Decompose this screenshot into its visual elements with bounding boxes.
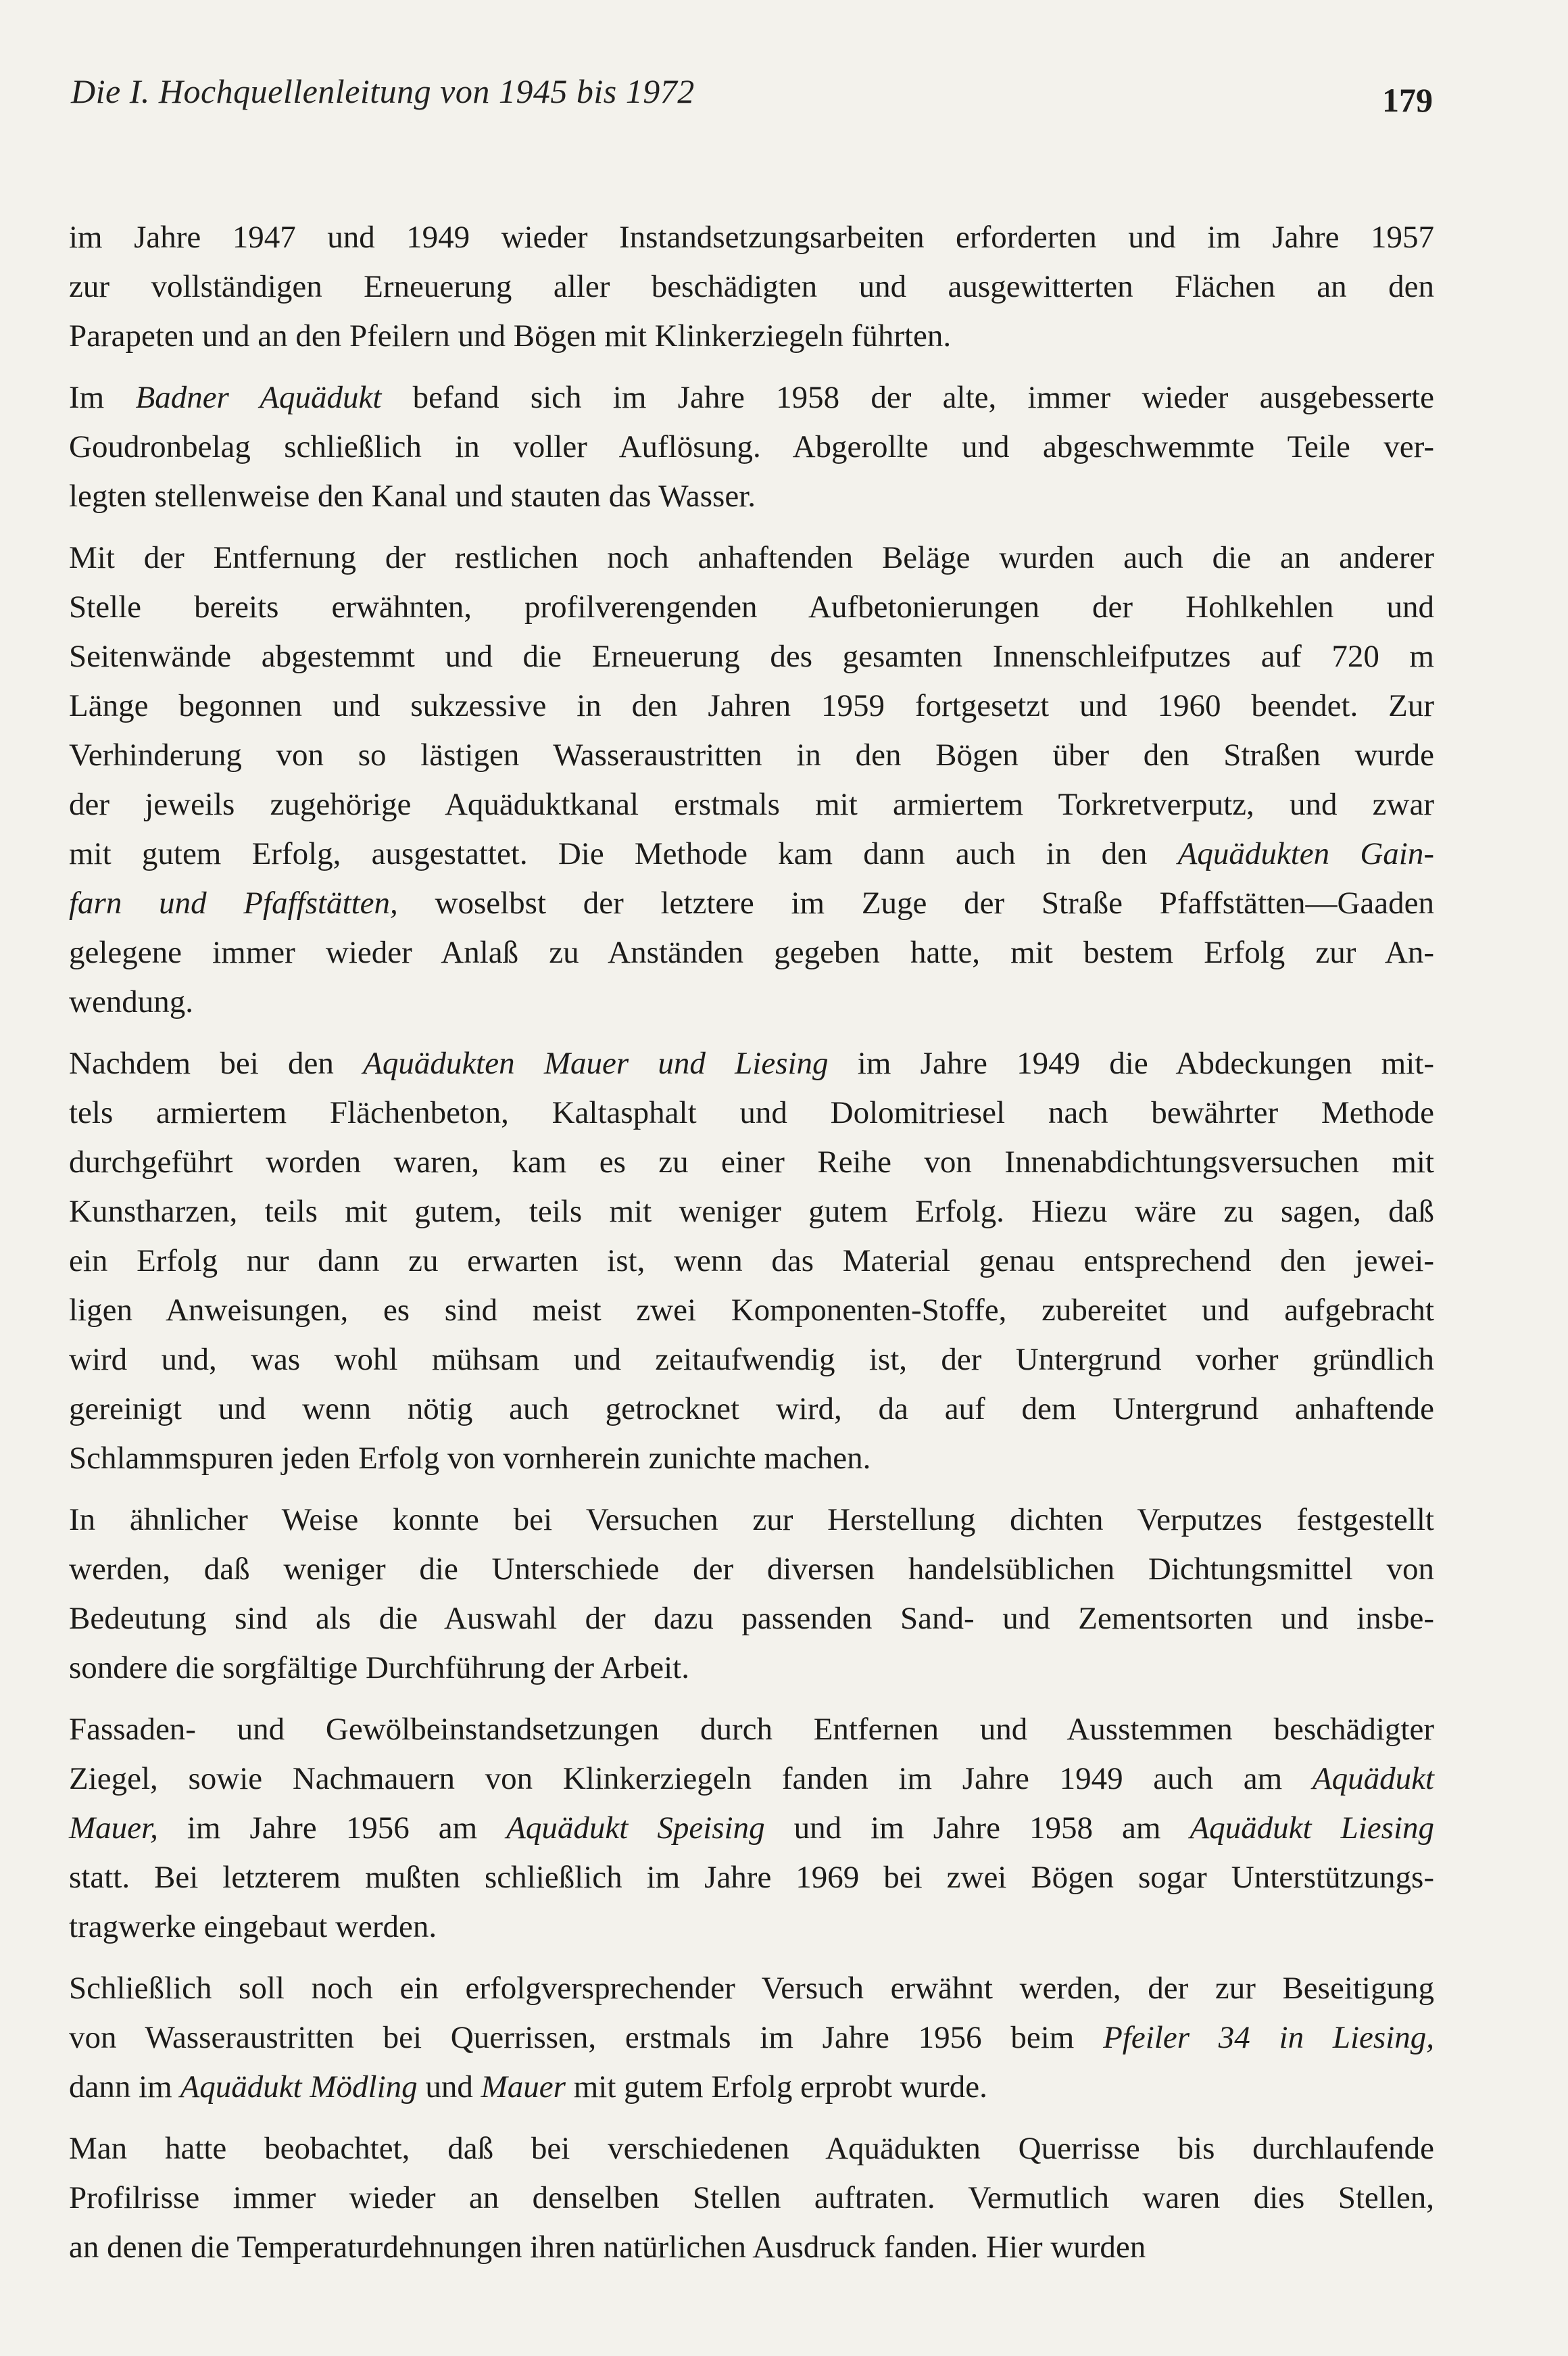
text-run: gereinigt und wenn nötig auch getrocknet wird, da auf dem Untergrund anhaftende bbox=[69, 1391, 1434, 1426]
text-run: ligen Anweisungen, es sind meist zwei Komponenten-Stoffe, zubereitet und aufgebracht bbox=[69, 1293, 1434, 1328]
paragraph bbox=[69, 213, 1434, 361]
text-run: werden, daß weniger die Unterschiede der diversen handelsüblichen Dichtungsmittel von bbox=[69, 1552, 1434, 1587]
text-run: durchgeführt worden waren, kam es zu einer Reihe von Innenabdichtungsversuchen mit bbox=[69, 1145, 1434, 1180]
text-run: In ähnlicher Weise konnte bei Versuchen zur Herstellung dichten Verputzes festgestellt bbox=[69, 1502, 1434, 1537]
text-line bbox=[69, 1705, 1434, 1754]
text-line bbox=[69, 472, 1434, 521]
text-line bbox=[69, 1039, 1434, 1088]
text-run: Goudronbelag schließlich in voller Auflösung. Abgerollte und abgeschwemmte Teile ver- bbox=[69, 429, 1434, 464]
text-run: sondere die sorgfältige Durchführung der Arbeit. bbox=[69, 1650, 689, 1685]
text-line bbox=[69, 1236, 1434, 1286]
text-line bbox=[69, 1385, 1434, 1434]
italic-text: Aquädukt Liesing bbox=[1190, 1810, 1434, 1846]
paragraph bbox=[69, 1964, 1434, 2112]
text-run: Kunstharzen, teils mit gutem, teils mit weniger gutem Erfolg. Hiezu wäre zu sagen, daß bbox=[69, 1194, 1434, 1229]
text-run: und im Jahre 1958 am bbox=[764, 1810, 1190, 1846]
text-line bbox=[69, 978, 1434, 1027]
italic-text: farn und Pfaffstätten, bbox=[69, 886, 398, 921]
text-line bbox=[69, 1643, 1434, 1693]
italic-text: Aquädukt bbox=[1312, 1761, 1434, 1796]
text-line bbox=[69, 780, 1434, 830]
text-run: Nachdem bei den bbox=[69, 1046, 364, 1081]
text-run: Man hatte beobachtet, daß bei verschiedenen Aquädukten Querrisse bis durchlaufende bbox=[69, 2131, 1434, 2166]
text-line bbox=[69, 423, 1434, 472]
italic-text: Aquädukt Mödling bbox=[180, 2069, 418, 2105]
text-line bbox=[69, 1964, 1434, 2013]
text-run: mit gutem Erfolg erprobt wurde. bbox=[565, 2069, 987, 2105]
text-run: ein Erfolg nur dann zu erwarten ist, wenn das Material genau entsprechend den jewei- bbox=[69, 1243, 1434, 1278]
text-line bbox=[69, 1434, 1434, 1483]
text-run: mit gutem Erfolg, ausgestattet. Die Methode kam dann auch in den bbox=[69, 836, 1178, 871]
text-run: legten stellenweise den Kanal und stauten das Wasser. bbox=[69, 479, 756, 514]
text-run: Schließlich soll noch ein erfolgversprechender Versuch erwähnt werden, der zur Beseitigung bbox=[69, 1971, 1434, 2006]
text-run: und bbox=[417, 2069, 481, 2105]
text-run: im Jahre 1947 und 1949 wieder Instandsetzungsarbeiten erforderten und im Jahre 1957 bbox=[69, 220, 1434, 255]
text-run: befand sich im Jahre 1958 der alte, immer wieder ausgebesserte bbox=[381, 380, 1434, 415]
text-line bbox=[69, 928, 1434, 978]
text-run: Länge begonnen und sukzessive in den Jahren 1959 fortgesetzt und 1960 beendet. Zur bbox=[69, 688, 1434, 723]
text-line bbox=[69, 1138, 1434, 1187]
text-line bbox=[69, 1495, 1434, 1545]
text-line bbox=[69, 2124, 1434, 2173]
text-run: tragwerke eingebaut werden. bbox=[69, 1909, 437, 1944]
paragraph bbox=[69, 2124, 1434, 2272]
text-line bbox=[69, 1187, 1434, 1236]
text-run: Fassaden- und Gewölbeinstandsetzungen durch Entfernen und Ausstemmen beschädigter bbox=[69, 1712, 1434, 1747]
body-text bbox=[69, 213, 1434, 2284]
text-run: statt. Bei letzterem mußten schließlich im Jahre 1969 bei zwei Bögen sogar Unterstützungs- bbox=[69, 1860, 1434, 1895]
text-run: Seitenwände abgestemmt und die Erneuerung des gesamten Innenschleifputzes auf 720 m bbox=[69, 639, 1434, 674]
text-line bbox=[69, 731, 1434, 780]
text-run: woselbst der letztere im Zuge der Straße Pfaffstätten—Gaaden bbox=[397, 886, 1434, 921]
text-line bbox=[69, 632, 1434, 681]
text-run: an denen die Temperaturdehnungen ihren natürlichen Ausdruck fanden. Hier wurden bbox=[69, 2230, 1146, 2265]
text-run: von Wasseraustritten bei Querrissen, erstmals im Jahre 1956 beim bbox=[69, 2020, 1104, 2055]
italic-text: Aquädukt Speising bbox=[506, 1810, 765, 1846]
text-run: Profilrisse immer wieder an denselben Stellen auftraten. Vermutlich waren dies Stellen, bbox=[69, 2180, 1434, 2215]
text-line bbox=[69, 1286, 1434, 1335]
italic-text: Aquädukten Gain- bbox=[1177, 836, 1434, 871]
text-run: Parapeten und an den Pfeilern und Bögen mit Klinkerziegeln führten. bbox=[69, 318, 952, 354]
text-line bbox=[69, 1804, 1434, 1853]
text-line bbox=[69, 681, 1434, 731]
text-run: zur vollständigen Erneuerung aller beschädigten und ausgewitterten Flächen an den bbox=[69, 269, 1434, 304]
text-line bbox=[69, 2063, 1434, 2112]
text-line bbox=[69, 1853, 1434, 1902]
text-run: im Jahre 1956 am bbox=[157, 1810, 507, 1846]
text-run: Bedeutung sind als die Auswahl der dazu passenden Sand- und Zementsorten und insbe- bbox=[69, 1601, 1434, 1636]
text-line bbox=[69, 2173, 1434, 2223]
text-run: tels armiertem Flächenbeton, Kaltasphalt und Dolomitriesel nach bewährter Methode bbox=[69, 1095, 1434, 1130]
text-line bbox=[69, 1594, 1434, 1643]
italic-text: Pfeiler 34 in Liesing, bbox=[1103, 2020, 1434, 2055]
text-line bbox=[69, 1545, 1434, 1594]
paragraph bbox=[69, 373, 1434, 521]
text-run: wird und, was wohl mühsam und zeitaufwendig ist, der Untergrund vorher gründlich bbox=[69, 1342, 1434, 1377]
text-run: Im bbox=[69, 380, 136, 415]
text-line bbox=[69, 262, 1434, 312]
text-line bbox=[69, 830, 1434, 879]
text-line bbox=[69, 1088, 1434, 1138]
text-line bbox=[69, 583, 1434, 632]
paragraph bbox=[69, 1705, 1434, 1952]
text-line bbox=[69, 312, 1434, 361]
italic-text: Mauer bbox=[481, 2069, 566, 2105]
text-line bbox=[69, 533, 1434, 583]
text-run: wendung. bbox=[69, 984, 194, 1019]
text-line bbox=[69, 879, 1434, 928]
text-line bbox=[69, 1754, 1434, 1804]
paragraph bbox=[69, 1039, 1434, 1483]
text-run: im Jahre 1949 die Abdeckungen mit- bbox=[828, 1046, 1434, 1081]
italic-text: Badner Aquädukt bbox=[135, 380, 382, 415]
paragraph bbox=[69, 1495, 1434, 1693]
text-run: gelegene immer wieder Anlaß zu Anständen gegeben hatte, mit bestem Erfolg zur An- bbox=[69, 935, 1434, 970]
text-run: Stelle bereits erwähnten, profilverengenden Aufbetonierungen der Hohlkehlen und bbox=[69, 590, 1434, 625]
running-title: Die I. Hochquellenleitung von 1945 bis 1972 bbox=[71, 72, 695, 110]
italic-text: Mauer, bbox=[69, 1810, 158, 1846]
text-line bbox=[69, 2013, 1434, 2063]
text-run: Mit der Entfernung der restlichen noch anhaftenden Beläge wurden auch die an anderer bbox=[69, 540, 1434, 575]
text-run: dann im bbox=[69, 2069, 180, 2105]
text-line bbox=[69, 1335, 1434, 1385]
text-run: der jeweils zugehörige Aquäduktkanal erstmals mit armiertem Torkretverputz, und zwar bbox=[69, 787, 1434, 822]
text-line bbox=[69, 1902, 1434, 1952]
text-run: Schlammspuren jeden Erfolg von vornherein zunichte machen. bbox=[69, 1441, 871, 1476]
text-run: Verhinderung von so lästigen Wasseraustritten in den Bögen über den Straßen wurde bbox=[69, 738, 1434, 773]
text-run: Ziegel, sowie Nachmauern von Klinkerziegeln fanden im Jahre 1949 auch am bbox=[69, 1761, 1313, 1796]
paragraph bbox=[69, 533, 1434, 1027]
text-line bbox=[69, 213, 1434, 262]
text-line bbox=[69, 373, 1434, 423]
italic-text: Aquädukten Mauer und Liesing bbox=[363, 1046, 829, 1081]
text-line bbox=[69, 2223, 1434, 2272]
page-number: 179 bbox=[1382, 81, 1433, 119]
